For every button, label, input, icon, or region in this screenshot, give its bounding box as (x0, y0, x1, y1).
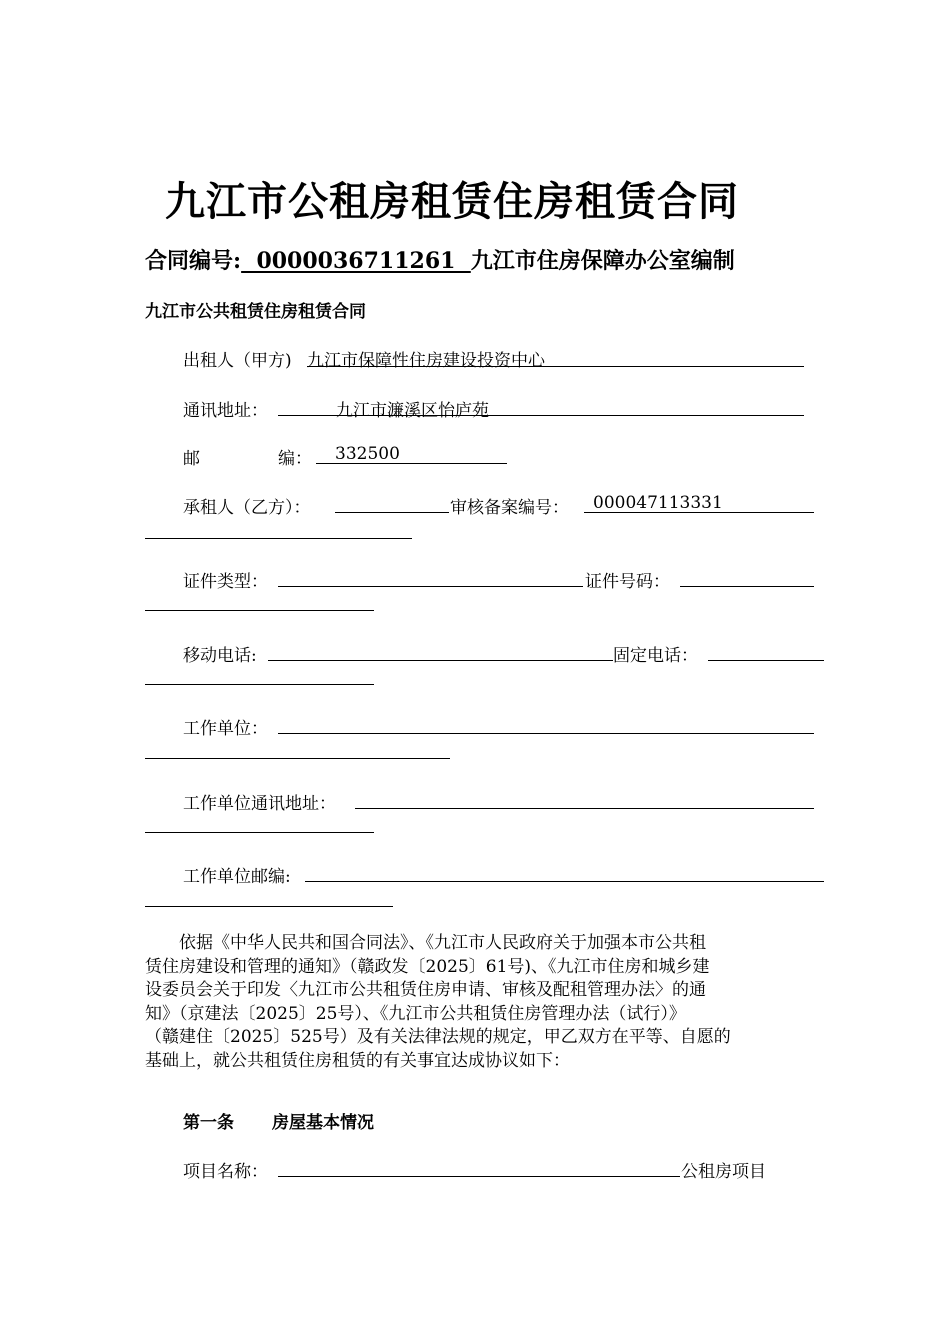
lessor-label: 出租人（甲方) (183, 351, 292, 371)
contract-number-label: 合同编号: (145, 248, 242, 274)
work-unit-field-2[interactable] (145, 758, 450, 759)
work-postcode-field[interactable] (305, 881, 824, 882)
paragraph-line: （赣建住〔2025〕525号）及有关法律法规的规定，甲乙双方在平等、自愿的 (145, 1027, 731, 1047)
paragraph-line: 基础上，就公共租赁住房租赁的有关事宜达成协议如下： (145, 1050, 570, 1071)
mobile-label: 移动电话: (183, 646, 257, 666)
id-type-field[interactable] (278, 586, 583, 587)
article-title: 房屋基本情况 (272, 1113, 374, 1133)
paragraph-line: 依据《中华人民共和国合同法》、《九江市人民政府关于加强本市公共租 (145, 933, 706, 953)
work-address-field-2[interactable] (145, 832, 374, 833)
lessee-label: 承租人（乙方）： (183, 498, 311, 518)
postcode-value: 332500 (335, 444, 400, 464)
article-number: 第一条 (183, 1113, 234, 1133)
postcode-label-1: 邮 (183, 449, 200, 469)
work-unit-label: 工作单位： (183, 719, 268, 739)
contract-number-value: 0000036711261 (241, 248, 471, 274)
phone-field[interactable] (708, 660, 824, 661)
work-postcode-label: 工作单位邮编: (183, 867, 291, 887)
audit-number-underline (584, 512, 814, 513)
id-type-label: 证件类型： (183, 572, 268, 592)
work-postcode-field-2[interactable] (145, 906, 393, 907)
lessor-underline (307, 366, 804, 367)
lessor-address-underline (278, 415, 804, 416)
lessor-address-label: 通讯地址： (183, 401, 268, 421)
id-number-field-2[interactable] (145, 610, 374, 611)
work-unit-field[interactable] (278, 733, 814, 734)
paragraph-line: 赁住房建设和管理的通知》（赣政发〔2025〕61号)、《九江市住房和城乡建 (145, 956, 710, 977)
postcode-label-2: 编： (278, 449, 312, 469)
editor-org: 九江市住房保障办公室编制 (470, 248, 735, 274)
audit-number-label: 审核备案编号： (450, 498, 569, 518)
paragraph-line: 知》（京建法〔2025〕25号）、《九江市公共租赁住房管理办法（试行）》 (145, 1003, 686, 1024)
work-address-label: 工作单位通讯地址： (183, 794, 336, 814)
audit-number-value: 000047113331 (593, 493, 723, 513)
project-name-suffix: 公租房项目 (681, 1162, 766, 1182)
audit-number-underline-2 (145, 538, 412, 539)
lessee-name-field[interactable] (335, 512, 449, 513)
phone-field-2[interactable] (145, 684, 374, 685)
id-number-label: 证件号码： (585, 572, 670, 592)
paragraph-line: 设委员会关于印发〈九江市公共租赁住房申请、审核及配租管理办法〉的通 (145, 980, 706, 1000)
id-number-field[interactable] (680, 586, 814, 587)
lessor-name: 九江市保障性住房建设投资中心 (307, 351, 545, 371)
legal-basis-paragraph (145, 932, 805, 1073)
article-1-heading (183, 1108, 374, 1133)
project-name-field[interactable] (278, 1176, 680, 1177)
postcode-underline (316, 463, 507, 464)
mobile-field[interactable] (268, 660, 613, 661)
work-address-field[interactable] (355, 808, 814, 809)
phone-label: 固定电话： (613, 646, 698, 666)
contract-number-line (145, 244, 735, 275)
lessor-address-value: 九江市濂溪区怡庐苑 (336, 401, 489, 421)
project-name-label: 项目名称： (183, 1162, 268, 1182)
document-title: 九江市公租房租赁住房租赁合同 (165, 178, 739, 225)
contract-heading: 九江市公共租赁住房租赁合同 (145, 302, 366, 322)
